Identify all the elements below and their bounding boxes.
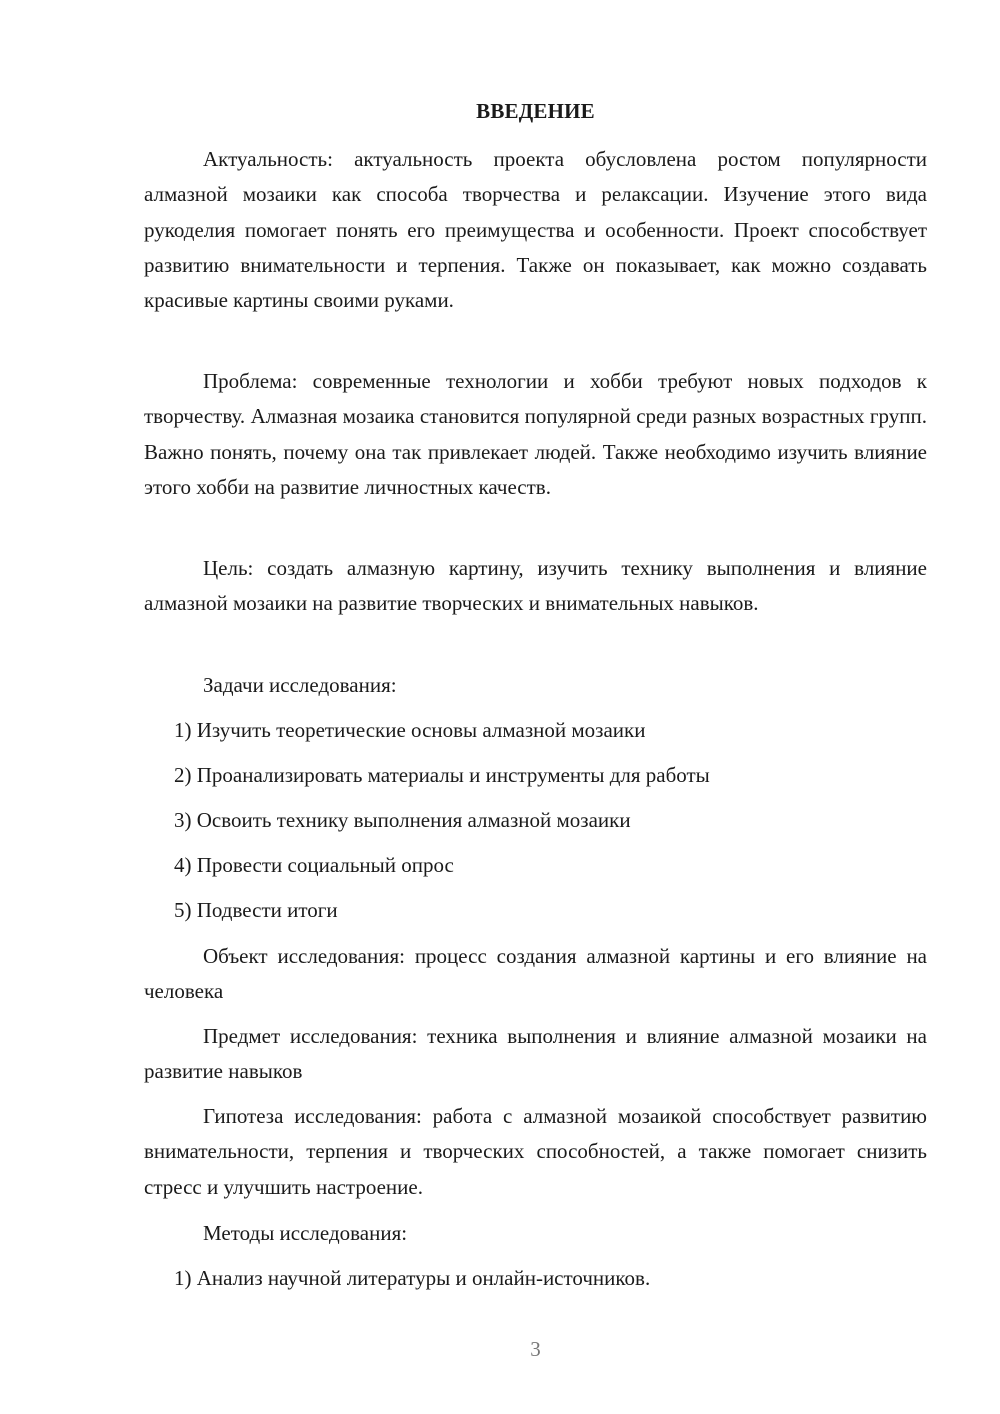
methods-heading: Методы исследования: (203, 1221, 408, 1245)
object-paragraph: Объект исследования: процесс создания алмазной картины и его влияние на человека (144, 944, 927, 1004)
task-item: 1) Изучить теоретические основы алмазной мозаики (174, 718, 646, 742)
goal-paragraph: Цель: создать алмазную картину, изучить технику выполнения и влияние алмазной мозаики на развитие творческих и внимательных навыков. (144, 556, 927, 616)
document-page (144, 0, 927, 1414)
problem-paragraph: Проблема: современные технологии и хобби требуют новых подходов к творчеству. Алмазная мозаика становится популярной среди разных возрастных групп. Важно понять, почему она так привлекает людей. Также необходимо изучить влияние этого хобби на развитие личностных качеств. (144, 369, 927, 499)
task-item: 5) Подвести итоги (174, 898, 338, 922)
task-item: 2) Проанализировать материалы и инструменты для работы (174, 763, 710, 787)
method-item: 1) Анализ научной литературы и онлайн-источников. (174, 1266, 651, 1290)
section-heading: ВВЕДЕНИЕ (476, 99, 595, 123)
subject-paragraph: Предмет исследования: техника выполнения и влияние алмазной мозаики на развитие навыков (144, 1024, 927, 1084)
page-number: 3 (530, 1337, 541, 1361)
task-item: 4) Провести социальный опрос (174, 853, 454, 877)
tasks-heading: Задачи исследования: (203, 673, 397, 697)
hypothesis-paragraph: Гипотеза исследования: работа с алмазной мозаикой способствует развитию внимательности, терпения и творческих способностей, а также помогает снизить стресс и улучшить настроение. (144, 1104, 927, 1199)
relevance-paragraph: Актуальность: актуальность проекта обусловлена ростом популярности алмазной мозаики как способа творчества и релаксации. Изучение этого вида рукоделия помогает понять его преимущества и особенности. Проект способствует развитию внимательности и терпения. Также он показывает, как можно создавать красивые картины своими руками. (144, 147, 927, 313)
task-item: 3) Освоить технику выполнения алмазной мозаики (174, 808, 631, 832)
